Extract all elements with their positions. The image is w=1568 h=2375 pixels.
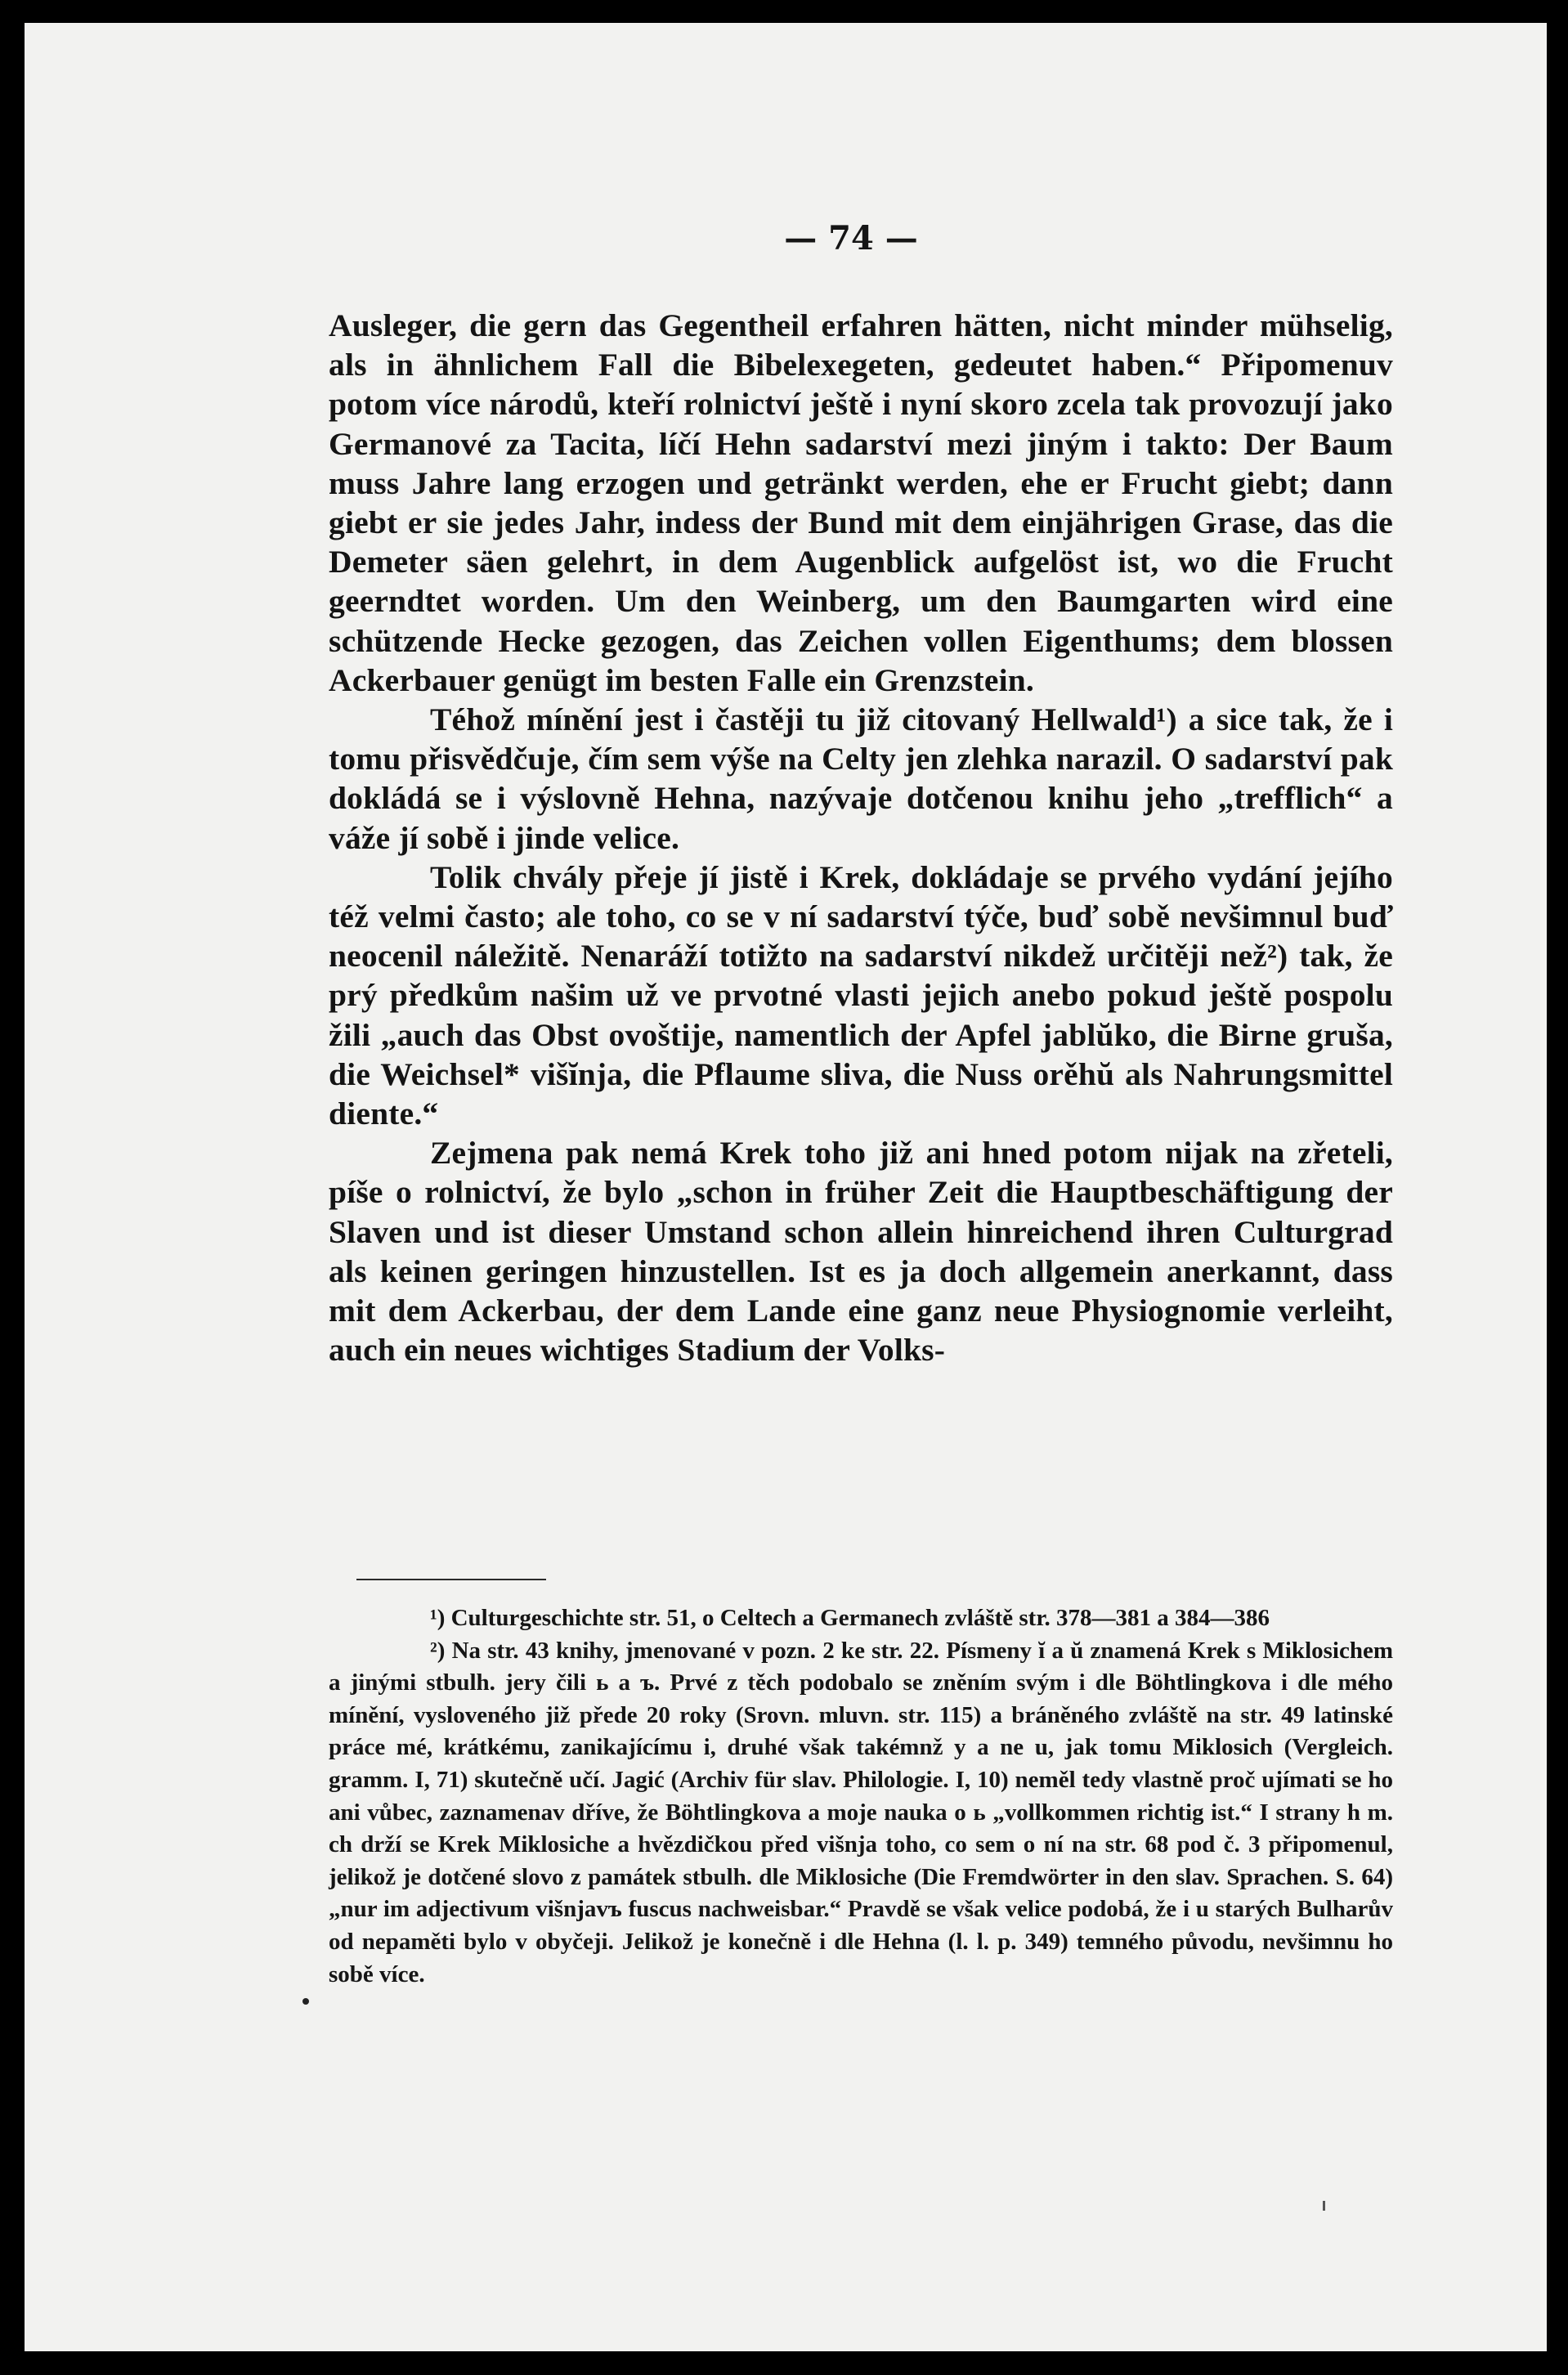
ink-tick [1323, 2201, 1325, 2211]
page-number: — 74 — [784, 219, 918, 258]
paragraph-1: Ausleger, die gern das Gegentheil erfahren hätten, nicht minder mühselig, als in ähnlichem Fall die Bibelexegeten, gedeutet haben.“ Připomenuv potom více národů, kteří rolnictví ještě i nyní skoro zcela tak provozují jako Germanové za Tacita, líčí Hehn sadarství mezi jiným i takto: Der Baum muss Jahre lang erzogen und getränkt werden, ehe er Frucht giebt; dann giebt er sie jedes Jahr, indess der Bund mit dem einjährigen Grase, das die Demeter säen gelehrt, in dem Augenblick aufgelöst ist, wo die Frucht geerndtet worden. Um den Weinberg, um den Baumgarten wird eine schützende Hecke gezogen, das Zeichen vollen Eigenthums; dem blossen Ackerbauer genügt im besten Falle ein Grenzstein. [329, 307, 1393, 698]
book-page [25, 23, 1547, 2351]
footnote-divider [356, 1579, 546, 1580]
ink-dot [302, 1998, 309, 2005]
paragraph-3: Tolik chvály přeje jí jistě i Krek, dokládaje se prvého vydání jejího též velmi často; ale toho, co se v ní sadarství týče, buď sobě nevšimnul buď neocenil náležitě. Nenaráží totižto na sadarství nikdež určitěji než²) tak, že prý předkům našim už ve prvotné vlasti jejich anebo pokud ještě pospolu žili „auch das Obst ovoštije, namentlich der Apfel jablŭko, die Birne gruša, die Weichsel* višĭnja, die Pflaume sliva, die Nuss orěhŭ als Nahrungsmittel diente.“ [329, 858, 1393, 1132]
paragraph-4: Zejmena pak nemá Krek toho již ani hned potom nijak na zřeteli, píše o rolnictví, že bylo „schon in früher Zeit die Hauptbeschäftigung der Slaven und ist dieser Umstand schon allein hinreichend ihren Culturgrad als keinen geringen hinzustellen. Ist es ja doch allgemein anerkannt, dass mit dem Ackerbau, der dem Lande eine ganz neue Physiognomie verleiht, auch ein neues wichtiges Stadium der Volks- [329, 1135, 1393, 1369]
footnote-2: ²) Na str. 43 knihy, jmenované v pozn. 2 ke str. 22. Písmeny ĭ a ŭ znamená Krek s Miklosichem a jinými stbulh. jery čili ь a ъ. Prvé z těch podobalo se zněním svým i dle Böhtlingkova i dle mého mínění, vysloveného již přede 20 roky (Srovn. mluvn. str. 115) a bráněného zvláště na str. 49 latinské práce mé, krátkému, zanikajícímu i, druhé však takémnž y a ne u, jak tomu Miklosich (Vergleich. gramm. I, 71) skutečně učí. Jagić (Archiv für slav. Philologie. I, 10) neměl tedy vlastně proč ujímati se ho ani vůbec, zaznamenav dříve, že Böhtlingkova a moje nauka o ь „vollkommen richtig ist.“ I strany h m. ch drží se Krek Miklosiche a hvězdičkou před višnja toho, co sem o ní na str. 68 pod č. 3 připomenul, jelikož je dotčené slovo z památek stbulh. dle Miklosiche (Die Fremdwörter in den slav. Sprachen. S. 64) „nur im adjectivum višnjavъ fuscus nachweisbar.“ Pravdě se však velice podobá, že i u starých Bulharův od nepaměti bylo v obyčeji. Jelikož je konečně i dle Hehna (l. l. p. 349) temného původu, nevšimnu ho sobě více. [329, 1637, 1393, 1987]
footnotes [329, 1602, 1393, 1991]
paragraph-2: Téhož mínění jest i častěji tu již citovaný Hellwald¹) a sice tak, že i tomu přisvědčuje, čím sem výše na Celty jen zlehka narazil. O sadarství pak dokládá se i výslovně Hehna, nazývaje dotčenou knihu jeho „trefflich“ a váže jí sobě i jinde velice. [329, 701, 1393, 856]
main-text [329, 306, 1393, 1369]
footnote-1: ¹) Culturgeschichte str. 51, o Celtech a Germanech zvláště str. 378—381 a 384—386 [430, 1605, 1270, 1631]
